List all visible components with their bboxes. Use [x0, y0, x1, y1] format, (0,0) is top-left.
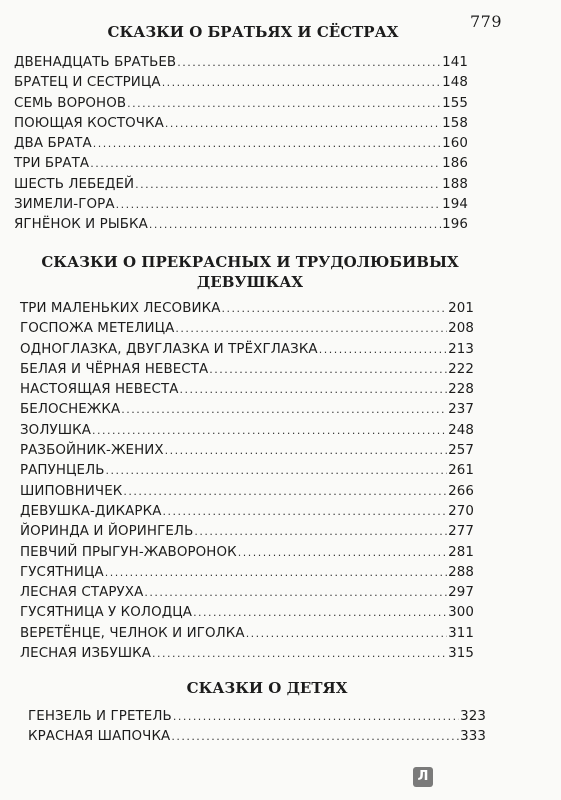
- toc-entry-title: ДВЕНАДЦАТЬ БРАТЬЕВ: [14, 55, 177, 70]
- toc-entry-page: 300: [448, 605, 474, 621]
- toc-entry[interactable]: [20, 463, 474, 483]
- toc-entry-title: ГЕНЗЕЛЬ И ГРЕТЕЛЬ: [28, 709, 172, 724]
- toc-entry-title: БЕЛОСНЕЖКА: [20, 402, 121, 418]
- toc-entry-title: ЛЕСНАЯ ИЗБУШКА: [20, 646, 152, 662]
- toc-leader-dots: [121, 403, 447, 416]
- toc-entry-page: 188: [442, 176, 468, 192]
- section-title-line: СКАЗКИ О ДЕТЯХ: [186, 679, 348, 697]
- toc-entry-title: БЕЛАЯ И ЧЁРНАЯ НЕВЕСТА: [20, 361, 209, 377]
- toc-entry-title: ЯГНЁНОК И РЫБКА: [14, 217, 148, 233]
- toc-leader-dots: [135, 178, 441, 191]
- toc-entry-page: 213: [448, 341, 474, 357]
- toc-entry-page: 237: [448, 402, 474, 418]
- toc-leader-dots: [194, 525, 447, 538]
- toc-leader-dots: [144, 586, 447, 599]
- toc-entry[interactable]: [14, 136, 468, 156]
- toc-entry-title: ВЕРЕТЁНЦЕ, ЧЕЛНОК И ИГОЛКА: [20, 625, 245, 641]
- toc-entry-title: ГУСЯТНИЦА: [20, 564, 104, 580]
- toc-entry-title: ШЕСТЬ ЛЕБЕДЕЙ: [14, 176, 135, 192]
- toc-entry[interactable]: [14, 75, 468, 95]
- toc-leader-dots: [149, 218, 441, 231]
- toc-entry-title: ОДНОГЛАЗКА, ДВУГЛАЗКА И ТРЁХГЛАЗКА: [20, 341, 318, 357]
- toc-entry-title: ШИПОВНИЧЕК: [20, 483, 123, 499]
- toc-entry-title: ЗОЛУШКА: [20, 422, 92, 438]
- section-title-line: СКАЗКИ О БРАТЬЯХ И СЁСТРАХ: [107, 23, 399, 41]
- toc-leader-dots: [116, 198, 442, 211]
- toc-entry-page: 160: [442, 136, 468, 152]
- toc-entry[interactable]: [20, 484, 474, 504]
- toc-entry-title: ЗИМЕЛИ-ГОРА: [14, 197, 115, 213]
- toc-leader-dots: [173, 710, 459, 723]
- section-title-line: ДЕВУШКАХ: [196, 273, 304, 291]
- toc-entry[interactable]: [14, 197, 468, 217]
- toc-entry-page: 257: [448, 443, 474, 459]
- toc-entry[interactable]: [20, 524, 474, 544]
- toc-entry-page: 186: [442, 156, 468, 172]
- toc-leader-dots: [127, 97, 441, 110]
- toc-leader-dots: [209, 363, 447, 376]
- toc-entry-page: 141: [442, 55, 468, 70]
- toc-leader-dots: [171, 730, 459, 743]
- toc-entry-page: 222: [448, 361, 474, 377]
- toc-leader-dots: [165, 444, 448, 457]
- toc-leader-dots: [175, 322, 447, 335]
- toc-leader-dots: [93, 137, 441, 150]
- toc-entry-title: БРАТЕЦ И СЕСТРИЦА: [14, 75, 161, 91]
- toc-entry-page: 196: [442, 217, 468, 233]
- toc-entry-page: 333: [460, 729, 486, 745]
- toc-entry-page: 270: [448, 503, 474, 519]
- toc-entry-page: 148: [442, 75, 468, 91]
- toc-entry[interactable]: [20, 301, 474, 321]
- toc-entry[interactable]: [20, 605, 474, 625]
- toc-list-beautiful-maidens: [20, 301, 474, 666]
- toc-leader-dots: [180, 383, 448, 396]
- toc-entry-title: ДВА БРАТА: [14, 136, 92, 152]
- toc-leader-dots: [221, 302, 447, 315]
- toc-list-children: [28, 709, 486, 750]
- toc-entry-page: 281: [448, 544, 474, 560]
- toc-entry-title: ЙОРИНДА И ЙОРИНГЕЛЬ: [20, 524, 194, 540]
- toc-entry-title: ПЕВЧИЙ ПРЫГУН-ЖАВОРОНОК: [20, 544, 237, 560]
- toc-leader-dots: [152, 647, 447, 660]
- toc-entry[interactable]: [20, 402, 474, 422]
- toc-leader-dots: [123, 485, 447, 498]
- toc-leader-dots: [319, 343, 447, 356]
- toc-entry-title: ТРИ МАЛЕНЬКИХ ЛЕСОВИКА: [20, 301, 221, 316]
- toc-entry-page: 315: [448, 646, 474, 662]
- toc-entry-title: НАСТОЯЩАЯ НЕВЕСТА: [20, 382, 179, 398]
- page-number: 779: [470, 12, 503, 31]
- toc-entry-title: ПОЮЩАЯ КОСТОЧКА: [14, 115, 164, 131]
- toc-entry[interactable]: [20, 321, 474, 341]
- toc-entry-title: СЕМЬ ВОРОНОВ: [14, 95, 127, 111]
- toc-entry-page: 288: [448, 564, 474, 580]
- toc-entry-title: ТРИ БРАТА: [14, 156, 90, 172]
- toc-entry[interactable]: [20, 626, 474, 646]
- toc-entry-page: 155: [442, 95, 468, 111]
- toc-entry[interactable]: [14, 116, 468, 136]
- toc-entry-page: 277: [448, 524, 474, 540]
- toc-entry[interactable]: [14, 177, 468, 197]
- toc-leader-dots: [92, 424, 447, 437]
- toc-entry[interactable]: [20, 342, 474, 362]
- toc-entry-title: КРАСНАЯ ШАПОЧКА: [28, 729, 171, 745]
- toc-entry-page: 228: [448, 382, 474, 398]
- toc-leader-dots: [246, 627, 447, 640]
- toc-entry[interactable]: [20, 504, 474, 524]
- toc-entry-page: 248: [448, 422, 474, 438]
- toc-entry-page: 311: [448, 625, 474, 641]
- toc-leader-dots: [165, 117, 441, 130]
- toc-entry-page: 266: [448, 483, 474, 499]
- toc-leader-dots: [238, 546, 447, 559]
- toc-entry[interactable]: [20, 382, 474, 402]
- toc-entry[interactable]: [28, 709, 486, 729]
- toc-entry-page: 297: [448, 585, 474, 601]
- toc-entry-title: ГУСЯТНИЦА У КОЛОДЦА: [20, 605, 193, 621]
- toc-leader-dots: [193, 606, 447, 619]
- toc-leader-dots: [177, 56, 441, 69]
- toc-leader-dots: [162, 505, 447, 518]
- toc-entry[interactable]: [14, 217, 468, 237]
- toc-leader-dots: [90, 157, 441, 170]
- toc-leader-dots: [106, 464, 448, 477]
- toc-entry[interactable]: [14, 96, 468, 116]
- section-title-line: СКАЗКИ О ПРЕКРАСНЫХ И ТРУДОЛЮБИВЫХ: [41, 253, 459, 271]
- toc-entry-page: 261: [448, 463, 474, 479]
- toc-entry[interactable]: [20, 545, 474, 565]
- toc-entry-title: РАПУНЦЕЛЬ: [20, 463, 105, 479]
- section-title-brothers-sisters: [70, 22, 436, 42]
- toc-entry-page: 208: [448, 321, 474, 337]
- toc-entry[interactable]: [20, 585, 474, 605]
- toc-entry-page: 194: [442, 197, 468, 213]
- toc-entry[interactable]: [14, 55, 468, 75]
- toc-entry[interactable]: [20, 423, 474, 443]
- section-title-children: [135, 678, 399, 698]
- toc-entry[interactable]: [28, 729, 486, 749]
- toc-entry-title: ЛЕСНАЯ СТАРУХА: [20, 585, 144, 601]
- toc-list-brothers-sisters: [14, 55, 468, 238]
- toc-entry[interactable]: [20, 565, 474, 585]
- publisher-logo-icon: Л: [413, 767, 433, 787]
- toc-entry-page: 158: [442, 115, 468, 131]
- toc-entry[interactable]: [20, 443, 474, 463]
- toc-leader-dots: [162, 76, 441, 89]
- toc-entry-page: 201: [448, 301, 474, 316]
- toc-entry-title: ДЕВУШКА-ДИКАРКА: [20, 503, 162, 519]
- section-title-beautiful-maidens: [30, 252, 470, 292]
- toc-entry-title: РАЗБОЙНИК-ЖЕНИХ: [20, 443, 164, 459]
- toc-entry[interactable]: [14, 156, 468, 176]
- toc-entry[interactable]: [20, 646, 474, 666]
- toc-entry-page: 323: [460, 709, 486, 724]
- toc-entry-title: ГОСПОЖА МЕТЕЛИЦА: [20, 321, 175, 337]
- toc-leader-dots: [105, 566, 447, 579]
- toc-entry[interactable]: [20, 362, 474, 382]
